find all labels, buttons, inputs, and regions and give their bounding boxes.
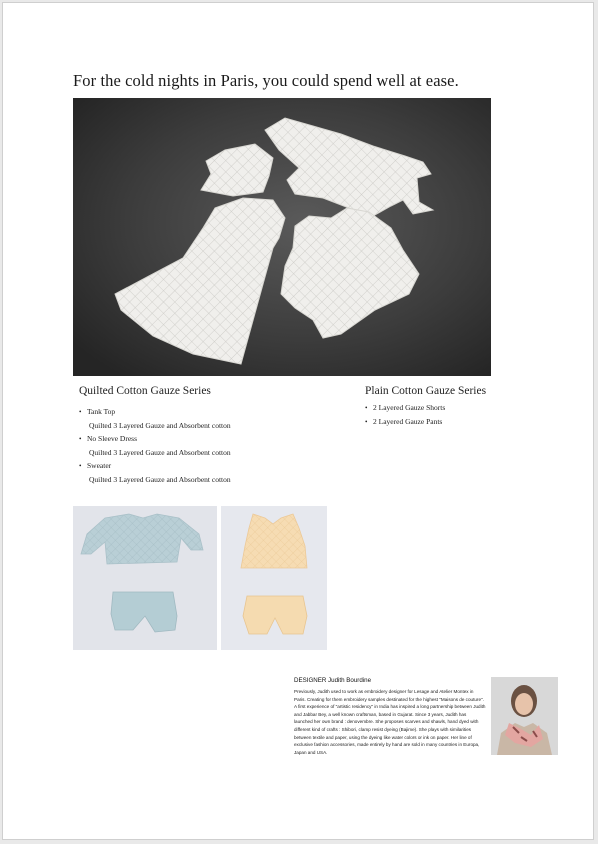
list-item: • 2 Layered Gauze Shorts — [365, 401, 445, 415]
plain-series-list — [365, 401, 445, 429]
list-item: • Tank Top — [79, 405, 231, 419]
list-item: • 2 Layered Gauze Pants — [365, 415, 445, 429]
list-item: • Sweater — [79, 459, 231, 473]
list-item-description: Quilted 3 Layered Gauze and Absorbent cotton — [89, 448, 231, 457]
list-item-description: Quilted 3 Layered Gauze and Absorbent cotton — [89, 421, 231, 430]
quilted-series-list — [79, 405, 231, 486]
page — [2, 2, 594, 840]
headline: For the cold nights in Paris, you could spend well at ease. — [73, 71, 459, 90]
designer-portrait — [491, 677, 558, 755]
quilted-series-title: Quilted Cotton Gauze Series — [79, 385, 211, 397]
list-item: • No Sleeve Dress — [79, 432, 231, 446]
designer-bio: Previously, Judith used to work as embroidery designer for Lesage and Atelier Montex in Paris. Creating for them embroidery samples destinated for the highest "Maisons de couture". A first experience of "artistic residency" in India has inspired a long partnership between Judith and Jabbar Bey, a well known craftsman, based in Gujarat. Since 3 years, Judith has launched her own brand : denovembre. She proposes scarves and shawls, hand dyed with different kind of crafts : Shibori, clamp resist dyeing (Bajime). She plays with similarities between textile and paper, using the dyeing like water colors or ink on paper. Her line of exclusive fashion accessories, made entirely by hand are sold in many countries in Europa, Japan and USA. — [294, 689, 486, 755]
hero-photo — [73, 98, 491, 376]
list-item-description: Quilted 3 Layered Gauze and Absorbent cotton — [89, 475, 231, 484]
blue-outfit-photo — [73, 506, 217, 650]
designer-title: DESIGNER Judith Bourdine — [294, 677, 372, 684]
plain-series-title: Plain Cotton Gauze Series — [365, 385, 487, 397]
peach-outfit-photo — [221, 506, 327, 650]
